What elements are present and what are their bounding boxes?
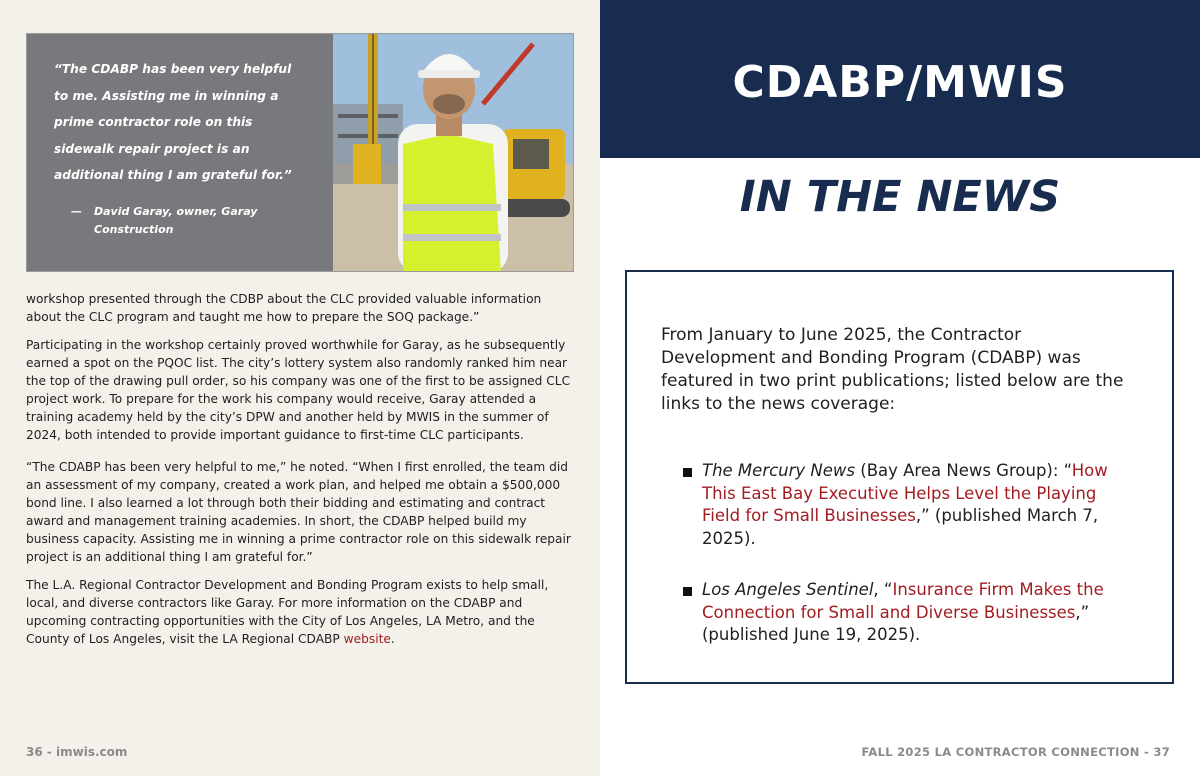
pull-quote-attribution — [54, 203, 309, 239]
news-item — [683, 460, 1138, 550]
attribution-text: David Garay, owner, Garay Construction — [94, 204, 258, 236]
publication-name: The Mercury News — [702, 461, 856, 480]
article-body — [26, 290, 576, 658]
article-link[interactable]: How This East Bay Executive Helps Level the Playing Field for Small Businesses — [702, 461, 1108, 525]
publication-name: Los Angeles Sentinel — [702, 580, 874, 599]
contractor-photo — [333, 34, 573, 271]
banner-title: CDABP/MWIS — [732, 56, 1068, 108]
news-box — [625, 270, 1174, 684]
news-list — [661, 460, 1138, 647]
news-item-prefix: (Bay Area News Group): “ — [855, 461, 1072, 480]
right-page-footer: FALL 2025 LA CONTRACTOR CONNECTION - 37 — [861, 745, 1170, 759]
news-item-prefix: , “ — [873, 580, 893, 599]
website-link[interactable]: website — [343, 632, 391, 646]
construction-worker-illustration — [333, 34, 573, 271]
article-closing-paragraph — [26, 576, 576, 648]
pull-quote-panel — [27, 34, 333, 271]
pull-quote-box — [26, 33, 574, 272]
attribution-dash: — — [71, 204, 82, 218]
article-paragraph: Participating in the workshop certainly proved worthwhile for Garay, as he subsequently earned a spot on the PQOC list. The city’s lottery system also randomly ranked him near the top of the drawing pull order, so his company was one of the first to be assigned CLC project work. To prepare for the work his company would receive, Garay attended a training academy held by the city’s DPW and another held by MWIS in the summer of 2024, both intended to provide important guidance to first-time CLC participants. — [26, 338, 571, 442]
title-banner — [600, 0, 1200, 158]
news-item-suffix: ,” (published March 7, 2025). — [702, 506, 1099, 548]
news-intro: From January to June 2025, the Contractor Development and Bonding Program (CDABP) was featured in two print publications; listed below are the links to the news coverage: — [661, 325, 1124, 414]
square-bullet-icon — [683, 468, 692, 477]
closing-period: . — [390, 632, 395, 646]
closing-text: The L.A. Regional Contractor Development and Bonding Program exists to help small, local, and diverse contractors like Garay. For more information on the CDABP and upcoming contracting opportunities with the City of Los Angeles, LA Metro, and the County of Los Angeles, visit the LA Regional CDABP — [26, 578, 549, 646]
square-bullet-icon — [683, 587, 692, 596]
right-page — [600, 0, 1200, 776]
article-paragraph: workshop presented through the CDBP about the CLC provided valuable information about the CLC program and taught me how to prepare the SOQ package.” — [26, 292, 542, 324]
left-page-footer: 36 - imwis.com — [26, 745, 128, 759]
article-paragraph: “The CDABP has been very helpful to me,” he noted. “When I first enrolled, the team did an assessment of my company, created a work plan, and helped me obtain a $500,000 bond line. I also learned a lot through both their bidding and estimating and contract award and management training academies. In short, the CDABP helped build my business capacity. Assisting me in winning a prime contractor role on this sidewalk repair project is an additional thing I am grateful for.” — [26, 460, 571, 564]
news-item — [683, 579, 1138, 647]
pull-quote-text: “The CDABP has been very helpful to me. Assisting me in winning a prime contractor role on this sidewalk repair project is an additional thing I am grateful for.” — [54, 62, 292, 182]
news-item-text — [702, 460, 1138, 550]
news-item-text — [702, 579, 1138, 647]
page-subtitle: IN THE NEWS — [739, 172, 1061, 222]
news-item-suffix: ,” (published June 19, 2025). — [702, 602, 1090, 644]
article-link[interactable]: Insurance Firm Makes the Connection for Small and Diverse Businesses — [702, 580, 1104, 622]
